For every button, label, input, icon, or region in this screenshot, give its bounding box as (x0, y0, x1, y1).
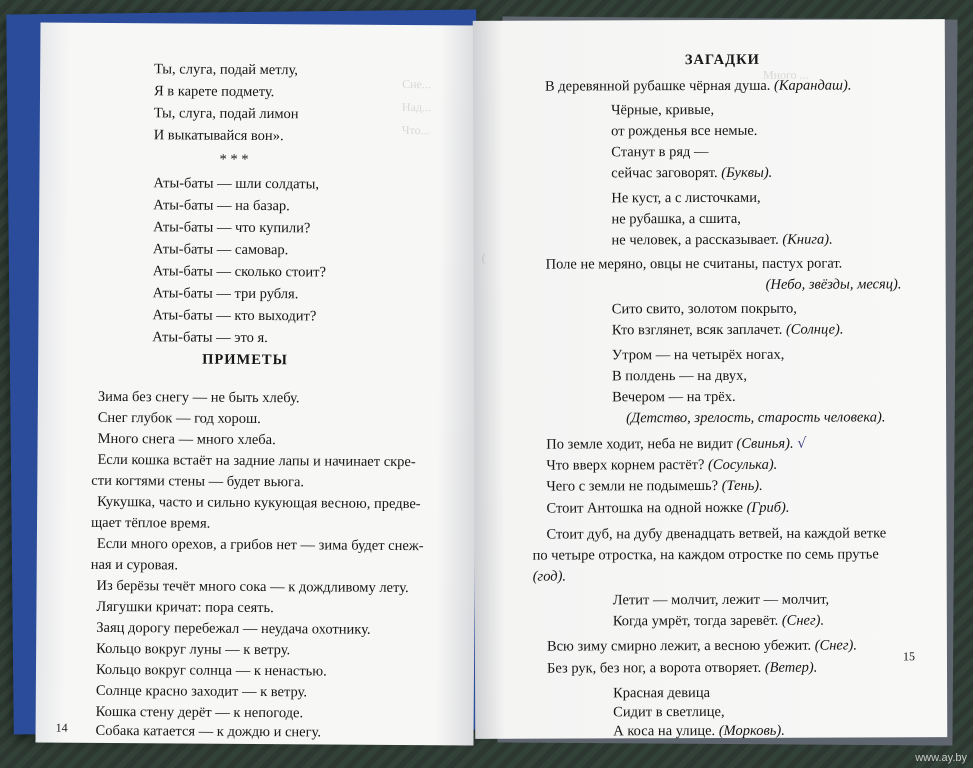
riddle-line (611, 144, 708, 161)
riddle-text: Стоит дуб, на дубу двенадцать ветвей, на каждой ветке (546, 525, 887, 543)
riddle-line (611, 102, 714, 119)
riddle-line (612, 301, 797, 319)
sign-line: Кольцо вокруг луны — к ветру. (96, 640, 291, 659)
riddle-line (611, 211, 740, 228)
section-heading: ПРИМЕТЫ (202, 351, 288, 369)
riddle-answer: (Гриб). (746, 499, 790, 516)
riddle-text: Всю зиму смирно лежит, а весною убежит. (546, 637, 812, 655)
riddle-line (547, 637, 857, 655)
riddle-answer: (Книга). (782, 231, 833, 248)
bleed-through-text: ( (481, 250, 486, 265)
pencil-check-mark: √ (797, 435, 807, 452)
riddle-text: Сидит в светлице, (613, 703, 725, 721)
sign-line: сти когтями стены — будет вьюга. (91, 472, 305, 491)
riddle-text: Когда умрёт, тогда заревёт. (612, 612, 779, 630)
riddle-text: от рожденья все немые. (611, 122, 758, 140)
rhyme-line: Аты-баты — на базар. (153, 197, 290, 215)
riddle-text: По земле ходит, неба не видит (546, 435, 733, 453)
sign-line: Кошка стену дерёт — к непогоде. (95, 703, 304, 722)
riddle-answer: (Сосулька). (707, 456, 778, 474)
riddle-line (547, 660, 817, 678)
riddle-text: Вечером — на трёх. (612, 388, 736, 406)
riddle-answer: (Буквы). (721, 164, 773, 181)
riddle-answer: (Карандаш). (774, 77, 852, 94)
riddle-line (533, 546, 879, 564)
bleed-through-text: Над... (401, 100, 432, 115)
riddle-text: по четыре отростка, на каждом отростке по семь прутье (532, 546, 879, 564)
riddle-answer: (Ветер). (764, 659, 818, 676)
riddle-text: Без рук, без ног, а ворота отворяет. (546, 659, 762, 677)
riddle-line (611, 165, 772, 183)
riddle-line (611, 190, 760, 208)
riddle-answer: (Солнце). (785, 321, 844, 338)
riddle-line (546, 256, 843, 274)
riddle-line (546, 478, 762, 496)
riddle-text: Кто взглянет, всяк заплачет. (611, 321, 783, 339)
riddle-text: А коса на улице. (613, 722, 719, 740)
bleed-through-text: Много ... (762, 67, 809, 82)
riddle-text: В полдень — на двух, (611, 367, 747, 385)
riddle-line (613, 723, 785, 741)
riddle-answer: (Небо, звёзды, месяц). (765, 276, 902, 293)
verse-line: И выкатывайся вон». (153, 127, 284, 145)
rhyme-line: Аты-баты — что купили? (153, 219, 311, 237)
riddle-text: Сито свито, золотом покрыто, (611, 300, 797, 318)
sign-line: ная и суровая. (90, 556, 179, 574)
sign-line: Из берёзы течёт много сока — к дождливому лету. (96, 577, 409, 597)
riddle-line (611, 232, 832, 250)
riddle-text: Не куст, а с листочками, (611, 189, 761, 207)
riddle-line (611, 123, 757, 141)
riddle-text: Поле не меряно, овцы не считаны, пастух рогат. (545, 255, 843, 273)
page-number: 14 (55, 720, 68, 735)
riddle-text: Чего с земли не подымешь? (546, 477, 719, 495)
sign-line: Лягушки кричат: пора сеять. (96, 598, 274, 617)
riddle-text: В деревянной рубашке чёрная душа. (544, 77, 771, 95)
riddle-line (545, 78, 852, 96)
sign-line: Много снега — много хлеба. (97, 430, 276, 449)
riddle-answer: (Тень). (721, 477, 763, 494)
sign-line: Солнце красно заходит — к ветру. (95, 682, 308, 701)
rhyme-line: Аты-баты — сколько стоит? (152, 263, 326, 281)
sign-line: Кукушка, часто и сильно кукующая весною, предве- (97, 493, 421, 513)
riddle-line (546, 500, 789, 518)
verse-line: Ты, слуга, подай лимон (153, 105, 299, 123)
rhyme-line: Аты-баты — три рубля. (152, 285, 299, 303)
riddle-line (613, 704, 724, 721)
section-heading: ЗАГАДКИ (684, 51, 760, 69)
sign-line: Заяц дорогу перебежал — неудача охотнику. (96, 619, 371, 638)
riddle-text: не человек, а рассказывает. (611, 231, 779, 249)
riddle-line (547, 525, 887, 543)
riddle-text: сейчас заговорят. (611, 164, 718, 182)
riddle-line (612, 347, 784, 365)
riddle-line (612, 322, 844, 340)
riddle-line (613, 592, 829, 610)
rhyme-line: Аты-баты — шли солдаты, (153, 175, 320, 193)
sign-line: Снег глубок — год хорош. (97, 409, 261, 428)
riddle-line (546, 436, 806, 454)
verse-line: Ты, слуга, подай метлу, (154, 61, 298, 79)
riddle-text: Стоит Антошка на одной ножке (546, 499, 743, 517)
riddle-text: Чёрные, кривые, (611, 101, 715, 119)
bleed-through-text: Что... (401, 123, 430, 138)
sign-line: Если много орехов, а грибов нет — зима будет снеж- (96, 535, 424, 555)
riddle-answer: (год). (532, 568, 567, 585)
riddle-text: Что вверх корнем растёт? (546, 457, 705, 474)
rhyme-line: Аты-баты — самовар. (152, 241, 289, 259)
sign-line: Собака катается — к дождю и снегу. (95, 722, 322, 741)
sign-line: Зима без снегу — не быть хлебу. (97, 388, 300, 407)
right-page (473, 19, 948, 739)
sign-line: Если кошка встаёт на задние лапы и начинает скре- (97, 451, 416, 471)
rhyme-line: Аты-баты — это я. (152, 329, 268, 347)
riddle-answer: (Детство, зрелость, старость человека). (626, 409, 886, 427)
left-page (35, 22, 478, 745)
riddle-text: Летит — молчит, лежит — молчит, (612, 591, 830, 609)
riddle-answer: (Снег). (781, 612, 825, 629)
sign-line: Кольцо вокруг солнца — к ненастью. (95, 661, 327, 680)
riddle-line (546, 457, 777, 475)
verse-line: Я в карете подмету. (153, 83, 275, 101)
separator: * * * (219, 151, 249, 168)
riddle-answer: (Свинья). (736, 435, 794, 452)
riddle-answer: (Снег). (814, 637, 858, 654)
page-number: 15 (902, 649, 915, 664)
riddle-line (613, 613, 824, 631)
bleed-through-text: Сне... (402, 77, 431, 92)
riddle-text: Красная девица (613, 685, 711, 702)
watermark: www.ay.by (915, 752, 967, 764)
riddle-line (613, 685, 710, 702)
riddle-text: Утром — на четырёх ногах, (611, 346, 785, 364)
sign-line: щает тёплое время. (90, 514, 211, 532)
rhyme-line: Аты-баты — кто выходит? (152, 307, 317, 325)
riddle-text: не рубашка, а сшита, (611, 210, 741, 228)
riddle-line (612, 368, 747, 385)
riddle-line (612, 389, 736, 406)
riddle-answer: (Морковь). (718, 722, 785, 739)
riddle-text: Станут в ряд — (611, 144, 709, 161)
